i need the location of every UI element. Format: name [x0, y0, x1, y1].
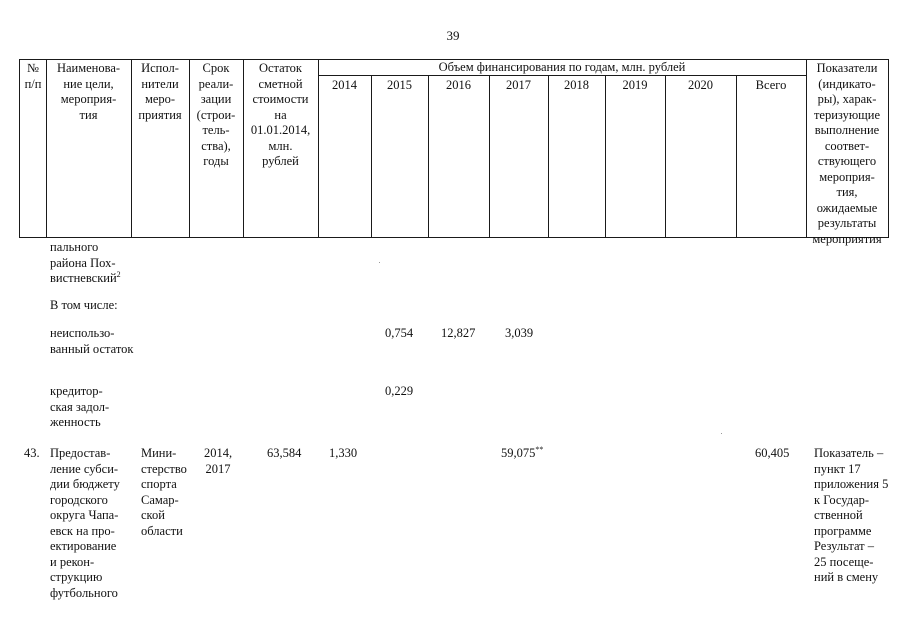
- header-year-2016: 2016: [446, 78, 471, 92]
- scan-speck: [379, 262, 380, 263]
- row43-term: 2014, 2017: [203, 446, 233, 476]
- page-number: 39: [446, 28, 460, 43]
- header-bottom-border: [19, 237, 888, 238]
- header-year-2019: 2019: [622, 78, 648, 92]
- table-header: [0, 0, 905, 246]
- continuation-name: [50, 240, 140, 287]
- creditor-2015-value: 0,229: [385, 384, 414, 398]
- header-year-2020: 2020: [688, 78, 713, 92]
- row43-number: 43.: [24, 446, 40, 460]
- header-year-2018: 2018: [564, 78, 589, 92]
- continuation-name-text: пального района Пох- вистневский: [50, 240, 117, 285]
- col-border-6: [371, 75, 372, 238]
- row43-executor: Мини- стерство спорта Самар- ской области: [141, 446, 187, 538]
- col-border-12: [736, 75, 737, 238]
- row43-indicator: Показатель – пункт 17 приложения 5 к Государ- ственной программе Результат – 25 посеще- ний в смену: [814, 446, 889, 584]
- col-border-10: [605, 75, 606, 238]
- header-col-term: Срок реали- зации (строи- тель- ства), годы: [196, 61, 236, 168]
- unused-2017-value: 3,039: [505, 326, 534, 340]
- col-border-7: [428, 75, 429, 238]
- in-that-label: В том числе:: [50, 298, 118, 312]
- unused-2016-value: 12,827: [441, 326, 476, 340]
- header-year-total: Всего: [755, 78, 787, 92]
- header-col-number: № п/п: [24, 61, 42, 91]
- col-border-14: [888, 59, 889, 238]
- col-border-8: [489, 75, 490, 238]
- unused-2015-value: 0,754: [385, 326, 414, 340]
- scan-speck: [721, 433, 722, 434]
- col-border-11: [665, 75, 666, 238]
- col-border-9: [548, 75, 549, 238]
- row43-balance: 63,584: [267, 446, 302, 460]
- header-col-name: Наименова- ние цели, мероприя- тия: [56, 61, 121, 122]
- header-year-2015: 2015: [387, 78, 412, 92]
- row43-total: 60,405: [755, 446, 790, 460]
- header-col-funding: Объем финансирования по годам, млн. рублей: [438, 60, 686, 74]
- header-col-executor: Испол- нители меро- приятия: [138, 61, 182, 122]
- row43-2017-value: [501, 446, 543, 462]
- row43-2014-value: 1,330: [329, 446, 358, 460]
- row43-name: Предостав- ление субси- дии бюджету городского округа Чапа- евск на про- ектирование и рекон- струкцию футбольного: [50, 446, 120, 600]
- unused-remainder-label: неиспользо- ванный остаток: [50, 326, 134, 356]
- header-year-2017: 2017: [506, 78, 531, 92]
- header-col-indicators: Показатели (индикато- ры), харак- теризующие выполнение соответ- ствующего мероприя- тия, ожидаемые результаты мероприятия: [812, 61, 882, 246]
- header-year-2014: 2014: [332, 78, 357, 92]
- creditor-debt-label: кредитор- ская задол- женность: [50, 384, 110, 429]
- footnote-marker: 2: [116, 269, 121, 279]
- header-col-balance: Остаток сметной стоимости на 01.01.2014, млн. рублей: [250, 61, 311, 168]
- row43-2017-number: 59,075: [501, 446, 536, 460]
- row43-2017-footnote: **: [535, 444, 544, 454]
